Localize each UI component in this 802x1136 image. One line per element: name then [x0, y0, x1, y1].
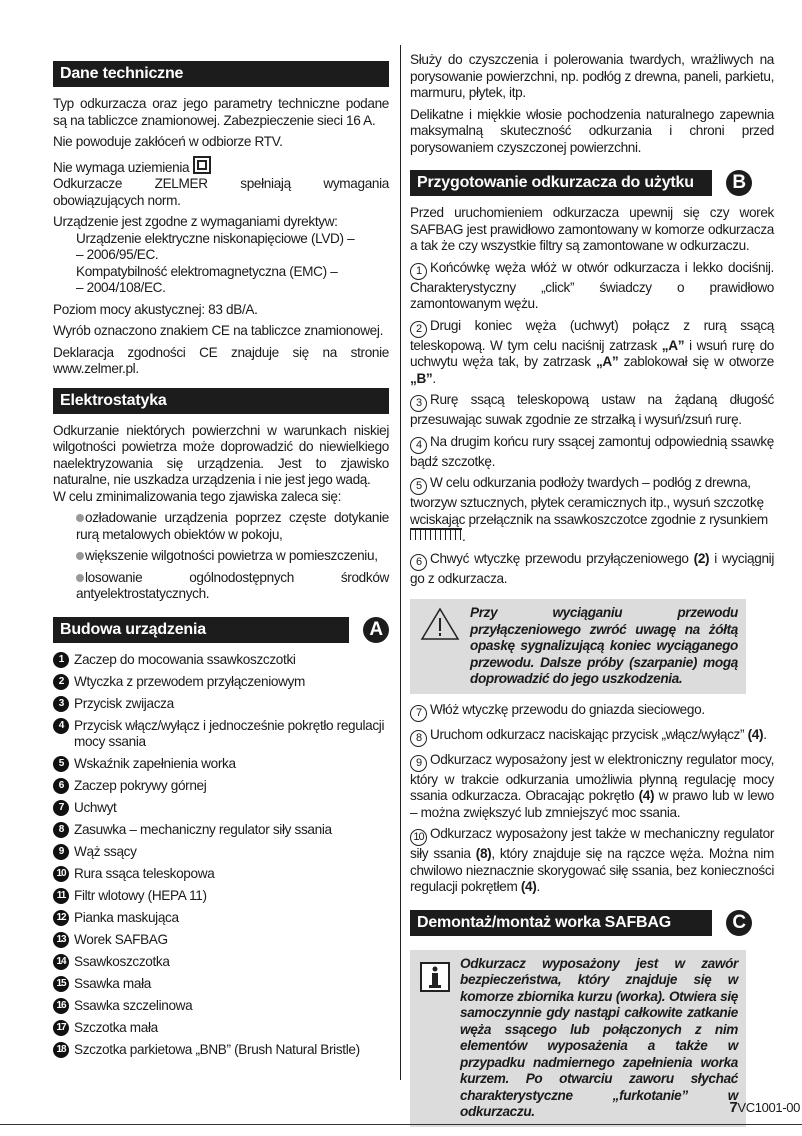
text: W celu odkurzania podłoży twardych – podłóg z drewna, tworzyw sztucznych, płytek ceramicznych itp., wysuń szczotkę wciskając przełącznik na ssawkoszczotce zgodnie z rysunkiem	[410, 475, 768, 527]
bullet-icon	[76, 552, 84, 560]
part-label: Uchwyt	[74, 800, 117, 815]
step-8	[410, 727, 774, 747]
part-number: 15	[53, 976, 69, 992]
bullet-item	[53, 570, 389, 603]
bold-text: „B”	[410, 370, 433, 386]
step-number: 10	[410, 829, 427, 846]
text: Drugi koniec węża (uchwyt) połącz z rurą ssącą teleskopową. W tym celu naciśnij zatrzask	[410, 317, 774, 353]
part-number: 6	[53, 778, 69, 794]
page-number: 7	[729, 1099, 738, 1116]
part-item	[53, 932, 389, 949]
section-header-budowa	[53, 617, 389, 643]
part-label: Ssawka szczelinowa	[74, 998, 193, 1013]
step-9	[410, 752, 774, 822]
part-number: 11	[53, 888, 69, 904]
part-label: Zasuwka – mechaniczny regulator siły ssania	[74, 822, 332, 837]
bullet-item	[53, 548, 389, 565]
section-header-dane	[53, 61, 389, 87]
paragraph: Delikatne i miękkie włosie pochodzenia naturalnego zapewnia maksymalną skuteczność odkurzania i chroni przed porysowaniem czyszczonej powierzchni.	[410, 106, 774, 155]
text: Nie wymaga uziemienia	[53, 159, 190, 175]
part-number: 1	[53, 652, 69, 668]
bottom-rule	[0, 1124, 802, 1125]
part-item	[53, 756, 389, 773]
part-label: Filtr wlotowy (HEPA 11)	[74, 888, 207, 903]
step-number: 7	[410, 705, 427, 722]
part-label: Worek SAFBAG	[74, 932, 168, 947]
part-item	[53, 844, 389, 861]
bullet-icon	[76, 574, 84, 582]
document-code: VC1001-00	[737, 1100, 800, 1115]
paragraph: Przed uruchomieniem odkurzacza upewnij się czy worek SAFBAG jest prawidłowo zamontowany w komorze odkurzacza a tak że czy wszystkie filtry są zamontowane w odkurzaczu.	[410, 205, 774, 253]
part-item	[53, 778, 389, 795]
section-badge: A	[363, 617, 389, 643]
bold-text: (4)	[520, 879, 537, 894]
part-item	[53, 910, 389, 927]
step-3	[410, 392, 774, 429]
text: Odkurzacz wyposażony jest w elektroniczny regulator mocy, który w trakcie odkurzania umożliwia płynną regulację mocy ssania odkurzacza. Obracając pokrętło	[410, 751, 774, 803]
text: Rurę ssącą teleskopową ustaw na żądaną długość przesuwając suwak zgodnie ze strzałką i wysuń/zsuń rurę.	[410, 392, 774, 427]
part-number: 9	[53, 844, 69, 860]
section-title: Przygotowanie odkurzacza do użytku	[410, 170, 712, 196]
part-label: Zaczep pokrywy górnej	[74, 778, 207, 793]
paragraph: Służy do czyszczenia i polerowania twardych, wrażliwych na porysowanie powierzchni, np. podłóg z drewna, paneli, parkietu, marmuru, płytek, itp.	[410, 52, 774, 100]
step-number: 1	[410, 263, 427, 280]
info-icon	[420, 962, 450, 992]
bullet-icon	[76, 514, 84, 522]
step-10	[410, 826, 774, 896]
bold-text: (4)	[638, 788, 655, 803]
text: Uruchom odkurzacz naciskając przycisk „włącz/wyłącz”	[430, 726, 748, 742]
part-number: 14	[53, 954, 69, 970]
bold-text: „A”	[661, 337, 685, 353]
text: .	[462, 529, 466, 544]
section-badge: C	[726, 910, 752, 936]
step-number: 9	[410, 755, 427, 772]
part-number: 17	[53, 1020, 69, 1036]
bold-text: (2)	[693, 550, 710, 566]
paragraph: Nie powoduje zakłóceń w odbiorze RTV.	[53, 134, 283, 149]
part-label: Zaczep do mocowania ssawkoszczotki	[74, 651, 296, 667]
step-7	[410, 702, 774, 722]
info-text: Odkurzacz wyposażony jest w zawór bezpieczeństwa, który znajduje się w komorze zbiornika kurzu (worka). Otwiera się samoczynnie gdy nastąpi całkowite zatkanie węża ssącego lub połączonych z nim elementów wyposażenia a także w przypadku nadmiernego zapełnienia worka kurzem. Po otwarciu zaworu słychać charakterystyczne „furkotanie” w odkurzaczu.	[460, 955, 738, 1119]
paragraph: Deklaracja zgodności CE znajduje się na stronie www.zelmer.pl.	[53, 344, 389, 376]
step-number: 8	[410, 730, 427, 747]
right-column	[410, 52, 774, 1135]
part-item	[53, 674, 389, 691]
text: większenie wilgotności powietrza w pomieszczeniu,	[85, 548, 378, 563]
part-label: Szczotka parkietowa „BNB” (Brush Natural Bristle)	[74, 1042, 360, 1057]
bold-text: (4)	[747, 726, 764, 742]
part-number: 5	[53, 756, 69, 772]
step-number: 4	[410, 437, 427, 454]
part-item	[53, 718, 389, 751]
part-number: 2	[53, 674, 69, 690]
step-number: 3	[410, 395, 427, 412]
part-number: 7	[53, 800, 69, 816]
step-2	[410, 318, 774, 388]
part-number: 16	[53, 998, 69, 1014]
warning-icon	[420, 607, 460, 641]
column-divider	[400, 45, 401, 1080]
text: losowanie ogólnodostępnych środków antyelektrostatycznych.	[76, 569, 389, 601]
paragraph	[53, 156, 389, 177]
step-6	[410, 551, 774, 588]
bullet-item	[53, 510, 389, 543]
bold-text: „A”	[595, 354, 619, 369]
parts-list	[53, 652, 389, 1059]
section-title: Budowa urządzenia	[53, 617, 349, 643]
step-4	[410, 434, 774, 471]
paragraph: Odkurzanie niektórych powierzchni w warunkach niskiej wilgotności powietrza może doprowadzić do niewielkiego naelektryzowania się urządzenia. Jest to zjawisko naturalne, nie uszkadza urządzenia i nie jest jego wadą.	[53, 422, 389, 487]
part-number: 13	[53, 932, 69, 948]
double-insulation-icon	[193, 156, 211, 174]
text: , który znajduje się na rączce węża. Można nim chwilowo nieznacznie skorygować siłę ssania, bez konieczności regulacji pokrętłem	[410, 846, 774, 894]
paragraph: Typ odkurzacza oraz jego parametry techniczne podane są na tabliczce znamionowej. Zabezpieczenie sieci 16 A.	[53, 96, 389, 128]
section-badge: B	[726, 170, 752, 196]
text: ozładowanie urządzenia poprzez częste dotykanie rurą metalowych obiektów w pokoju,	[76, 510, 389, 542]
text: i wsuń rurę do uchwytu węża tak, by zatrzask	[410, 337, 774, 369]
part-item	[53, 1020, 389, 1037]
part-label: Ssawkoszczotka	[74, 954, 170, 969]
part-item	[53, 888, 389, 905]
directive-1: Urządzenie elektryczne niskonapięciowe (LVD) –	[76, 230, 355, 246]
text: Odkurzacz wyposażony jest także w mechaniczny regulator siły ssania	[410, 826, 774, 861]
part-label: Ssawka mała	[74, 976, 151, 991]
section-title: Elektrostatyka	[53, 388, 389, 414]
part-item	[53, 800, 389, 817]
warning-box	[410, 599, 746, 694]
step-1	[410, 260, 774, 313]
part-label: Rura ssąca teleskopowa	[74, 866, 215, 881]
step-5	[410, 475, 774, 546]
text: Na drugim końcu rury ssącej zamontuj odpowiednią ssawkę bądź szczotkę.	[410, 433, 774, 469]
section-header-safbag	[410, 910, 774, 936]
paragraph: Urządzenie jest zgodne z wymaganiami dyrektyw:	[53, 214, 338, 229]
part-label: Wąż ssący	[74, 844, 137, 859]
part-number: 3	[53, 696, 69, 712]
text: Końcówkę węża włóż w otwór odkurzacza i lekko dociśnij. Charakterystyczny „click” świadczy o prawidłowo zamontowanym wężu.	[410, 259, 774, 311]
part-item	[53, 866, 389, 883]
step-number: 2	[410, 321, 427, 338]
part-item	[53, 822, 389, 839]
part-number: 10	[53, 866, 69, 882]
paragraph: Wyrób oznaczono znakiem CE na tabliczce znamionowej.	[53, 323, 383, 338]
text: zablokował się w otworze	[618, 354, 774, 369]
section-title: Demontaż/montaż worka SAFBAG	[410, 910, 712, 936]
paragraph: W celu zminimalizowania tego zjawiska zaleca się:	[53, 488, 342, 504]
paragraph: Poziom mocy akustycznej: 83 dB/A.	[53, 301, 258, 317]
section-header-elektrostatyka	[53, 388, 389, 414]
part-number: 8	[53, 822, 69, 838]
part-item	[53, 1042, 389, 1059]
part-item	[53, 976, 389, 993]
section-title: Dane techniczne	[53, 61, 389, 87]
step-number: 5	[410, 478, 427, 495]
directive-2-code: – 2004/108/EC.	[76, 280, 166, 295]
text: Włóż wtyczkę przewodu do gniazda sieciowego.	[430, 701, 705, 717]
part-label: Pianka maskująca	[74, 910, 179, 925]
brush-icon	[410, 528, 462, 540]
bold-text: (8)	[475, 846, 492, 861]
part-label: Przycisk zwijacza	[74, 695, 174, 711]
text: w prawo lub w lewo – można zwiększyć lub zmniejszyć moc ssania.	[410, 788, 774, 820]
part-item	[53, 998, 389, 1015]
part-label: Wskaźnik zapełnienia worka	[74, 756, 236, 771]
part-number: 18	[53, 1042, 69, 1058]
section-header-przygotowanie	[410, 170, 774, 196]
text: Chwyć wtyczkę przewodu przyłączeniowego	[430, 550, 694, 566]
directive-1-code: – 2006/95/EC.	[76, 247, 159, 262]
paragraph: Odkurzacze ZELMER spełniają wymagania obowiązujących norm.	[53, 176, 389, 208]
step-number: 6	[410, 554, 427, 571]
page-footer	[729, 1100, 800, 1117]
text: .	[432, 370, 436, 386]
part-label: Przycisk włącz/wyłącz i jednocześnie pokrętło regulacji mocy ssania	[74, 717, 385, 749]
part-number: 12	[53, 910, 69, 926]
text: .	[536, 879, 540, 894]
text: i wyciągnij go z odkurzacza.	[410, 550, 774, 586]
text: .	[763, 726, 767, 742]
part-number: 4	[53, 718, 69, 734]
part-item	[53, 652, 389, 669]
info-box	[410, 950, 746, 1127]
directive-2: Kompatybilność elektromagnetyczna (EMC) –	[76, 263, 338, 279]
part-item	[53, 954, 389, 971]
left-column	[53, 55, 389, 1064]
part-item	[53, 696, 389, 713]
part-label: Szczotka mała	[74, 1020, 158, 1035]
part-label: Wtyczka z przewodem przyłączeniowym	[74, 673, 305, 689]
warning-text: Przy wyciąganiu przewodu przyłączeniowego zwróć uwagę na żółtą opaskę sygnalizującą koniec wyciąganego przewodu. Dalsze próby (szarpanie) mogą doprowadzić do jego uszkodzenia.	[470, 605, 738, 686]
